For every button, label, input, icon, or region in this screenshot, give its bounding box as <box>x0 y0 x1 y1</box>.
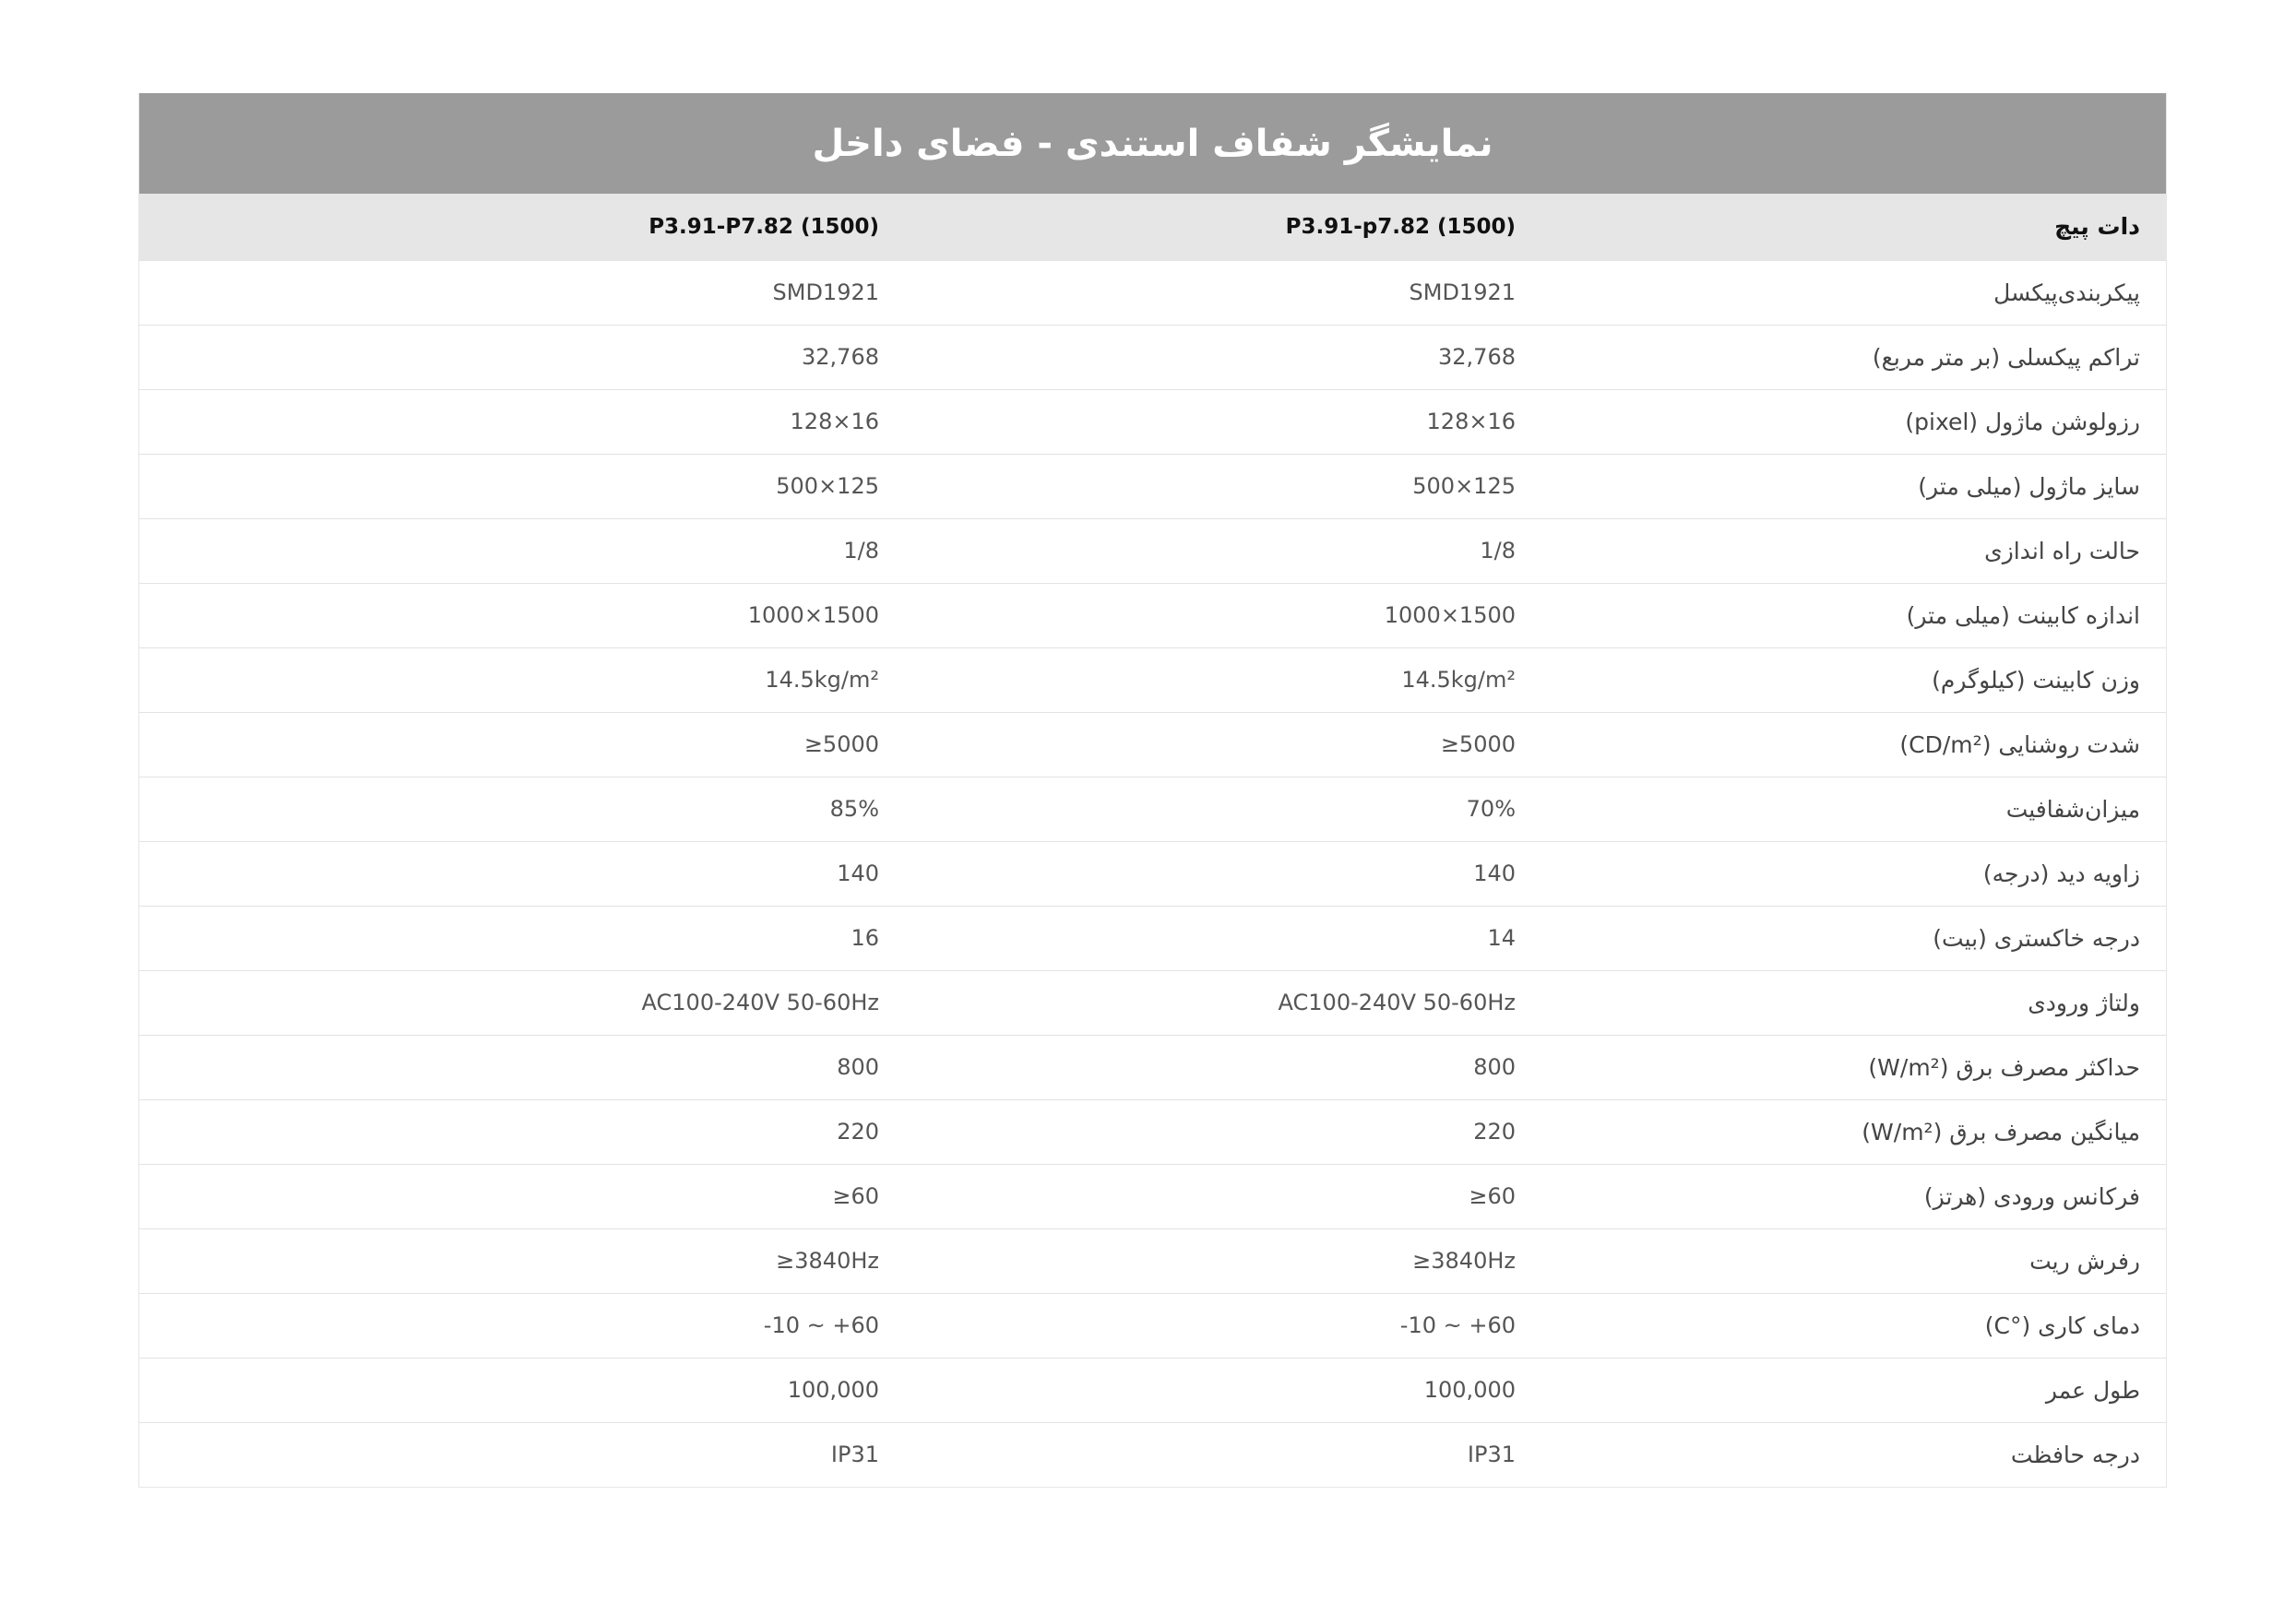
row-label: میانگین مصرف برق (W/m²) <box>1516 1099 2166 1164</box>
row-label: طول عمر <box>1516 1358 2166 1422</box>
row-value-col1: 1/8 <box>879 518 1516 583</box>
spec-table <box>139 194 2166 1487</box>
row-label: دمای کاری (°C) <box>1516 1293 2166 1358</box>
table-title: نمایشگر شفاف استندی - فضای داخل <box>139 93 2166 194</box>
row-value-col2: 220 <box>139 1099 879 1164</box>
row-value-col2: 85% <box>139 777 879 841</box>
row-value-col2: 128×16 <box>139 389 879 454</box>
spec-table-container <box>138 93 2167 1488</box>
table-row <box>139 1293 2166 1358</box>
row-value-col1: 70% <box>879 777 1516 841</box>
table-row <box>139 1358 2166 1422</box>
row-value-col1: 32,768 <box>879 325 1516 389</box>
row-value-col2: ≥60 <box>139 1164 879 1228</box>
row-label: وزن کابینت (کیلوگرم) <box>1516 647 2166 712</box>
row-value-col1: ≥3840Hz <box>879 1228 1516 1293</box>
table-row <box>139 841 2166 906</box>
row-value-col2: -10 ~ +60 <box>139 1293 879 1358</box>
row-value-col2: 100,000 <box>139 1358 879 1422</box>
row-value-col2: ≥3840Hz <box>139 1228 879 1293</box>
header-col1: P3.91-p7.82 (1500) <box>1285 214 1516 239</box>
row-value-col2: IP31 <box>139 1422 879 1487</box>
row-value-col1: IP31 <box>879 1422 1516 1487</box>
table-row <box>139 970 2166 1035</box>
row-value-col2: 140 <box>139 841 879 906</box>
row-value-col1: 100,000 <box>879 1358 1516 1422</box>
header-label: دات پیچ <box>2054 213 2140 241</box>
table-row <box>139 325 2166 389</box>
row-label: فرکانس ورودی (هرتز) <box>1516 1164 2166 1228</box>
row-label: حداکثر مصرف برق (W/m²) <box>1516 1035 2166 1099</box>
table-row <box>139 1099 2166 1164</box>
row-value-col1: ≥60 <box>879 1164 1516 1228</box>
row-value-col1: SMD1921 <box>879 260 1516 325</box>
table-row <box>139 454 2166 518</box>
row-label: سایز ماژول (میلی متر) <box>1516 454 2166 518</box>
header-col2: P3.91-P7.82 (1500) <box>648 214 879 239</box>
row-value-col2: 16 <box>139 906 879 970</box>
row-value-col2: 1000×1500 <box>139 583 879 647</box>
table-row <box>139 647 2166 712</box>
table-row <box>139 712 2166 777</box>
row-label: حالت راه اندازی <box>1516 518 2166 583</box>
table-row <box>139 1422 2166 1487</box>
row-value-col1: 14.5kg/m² <box>879 647 1516 712</box>
row-label: رزولوشن ماژول (pixel) <box>1516 389 2166 454</box>
row-value-col1: 14 <box>879 906 1516 970</box>
row-label: ولتاژ ورودی <box>1516 970 2166 1035</box>
table-row <box>139 906 2166 970</box>
table-row <box>139 777 2166 841</box>
table-row <box>139 583 2166 647</box>
row-value-col2: SMD1921 <box>139 260 879 325</box>
row-value-col1: 140 <box>879 841 1516 906</box>
row-label: پیکربندی‌پیکسل <box>1516 260 2166 325</box>
row-label: درجه حافظت <box>1516 1422 2166 1487</box>
row-value-col1: ≥5000 <box>879 712 1516 777</box>
row-value-col2: 14.5kg/m² <box>139 647 879 712</box>
table-row <box>139 1164 2166 1228</box>
row-value-col1: AC100-240V 50-60Hz <box>879 970 1516 1035</box>
row-label: رفرش ریت <box>1516 1228 2166 1293</box>
table-row <box>139 1035 2166 1099</box>
table-row <box>139 518 2166 583</box>
row-value-col2: ≥5000 <box>139 712 879 777</box>
row-value-col1: 800 <box>879 1035 1516 1099</box>
row-value-col2: 500×125 <box>139 454 879 518</box>
row-label: اندازه کابینت (میلی متر) <box>1516 583 2166 647</box>
row-label: زاویه دید (درجه) <box>1516 841 2166 906</box>
row-value-col1: 1000×1500 <box>879 583 1516 647</box>
row-value-col2: 800 <box>139 1035 879 1099</box>
row-label: میزان‌شفافیت <box>1516 777 2166 841</box>
row-value-col2: AC100-240V 50-60Hz <box>139 970 879 1035</box>
table-header-row <box>139 194 2166 260</box>
table-row <box>139 389 2166 454</box>
table-row <box>139 1228 2166 1293</box>
row-label: تراکم پیکسلی (بر متر مربع) <box>1516 325 2166 389</box>
row-label: درجه خاکستری (بیت) <box>1516 906 2166 970</box>
row-value-col1: 220 <box>879 1099 1516 1164</box>
row-value-col1: -10 ~ +60 <box>879 1293 1516 1358</box>
row-value-col1: 500×125 <box>879 454 1516 518</box>
row-value-col2: 1/8 <box>139 518 879 583</box>
row-value-col1: 128×16 <box>879 389 1516 454</box>
row-value-col2: 32,768 <box>139 325 879 389</box>
table-row <box>139 260 2166 325</box>
row-label: شدت روشنایی (CD/m²) <box>1516 712 2166 777</box>
